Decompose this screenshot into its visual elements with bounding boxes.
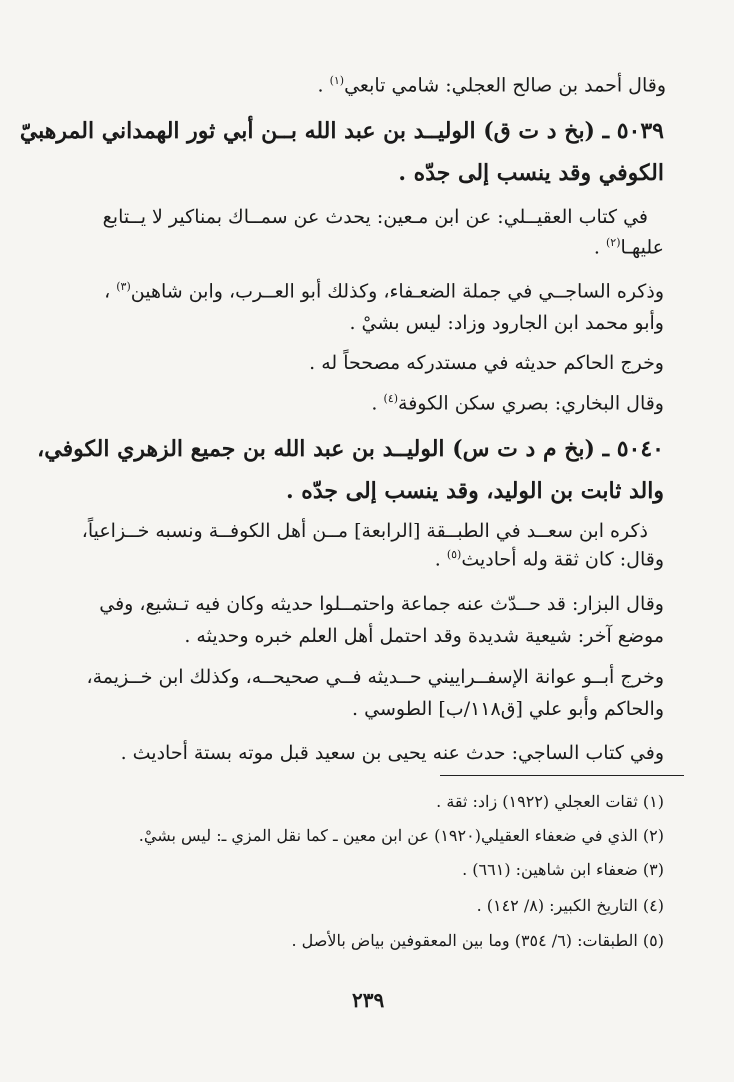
text-run: . [434, 548, 447, 571]
footnote: (٢) الذي في ضعفاء العقيلي(١٩٢٠) عن ابن معين ـ كما نقل المزي ـ: ليس بشيْ. [138, 826, 664, 845]
text-line [435, 548, 664, 570]
text-line: وفي كتاب الساجي: حدث عنه يحيى بن سعيد قبل موته بستة أحاديث . [120, 742, 664, 764]
footnote-divider [440, 775, 684, 776]
text-line: وقال البزار: قد حــدّث عنه جماعة واحتمــلوا حديثه وكان فيه تـشيع، وفي [99, 593, 664, 615]
entry-heading: ٥٠٤٠ ـ (بخ م د ت س) الوليــد بن عبد الله بن جميع الزهري الكوفي، [37, 436, 664, 462]
text-line: وخرج الحاكم حديثه في مستدركه مصححاً له . [309, 352, 664, 374]
text-run: . [317, 74, 330, 97]
text-line [317, 74, 666, 96]
text-line [594, 236, 664, 258]
footnote-marker: (٤) [383, 392, 399, 405]
text-line: وخرج أبــو عوانة الإسفــراييني حــديثه فــي صحيحــه، وكذلك ابن خــزيمة، [86, 666, 664, 688]
footnote: (٤) التاريخ الكبير: (٨/ ١٤٢) . [476, 896, 664, 915]
text-line: موضع آخر: شيعية شديدة وقد احتمل أهل العلم خبره وحديثه . [184, 625, 664, 647]
text-run: . [593, 236, 606, 259]
footnote-marker: (٢) [606, 236, 621, 249]
text-line: وأبو محمد ابن الجارود وزاد: ليس بشيْ . [349, 312, 664, 334]
footnote-marker: (٣) [116, 280, 131, 293]
text-run: وقال البخاري: بصري سكن الكوفة [398, 392, 664, 415]
entry-heading: ٥٠٣٩ ـ (بخ د ت ق) الوليــد بن عبد الله بــن أبي ثور الهمداني المرهبيّ [19, 118, 664, 144]
text-run: وذكره الساجــي في جملة الضعـفاء، وكذلك أبو العــرب، وابن شاهين [130, 280, 664, 303]
text-line [104, 280, 664, 302]
text-run: وقال: كان ثقة وله أحاديث [461, 548, 664, 571]
footnote-marker: (١) [329, 74, 345, 87]
entry-heading: والد ثابت بن الوليد، وقد ينسب إلى جدّه . [285, 478, 664, 504]
text-line: والحاكم وأبو علي [ق١١٨/ب] الطوسي . [352, 698, 664, 720]
footnote: (٥) الطبقات: (٦/ ٣٥٤) وما بين المعقوفين بياض بالأصل . [291, 931, 664, 950]
text-line [371, 392, 664, 414]
text-line: ذكره ابن سعــد في الطبــقة [الرابعة] مــن أهل الكوفــة ونسبه خــزاعياً، [81, 520, 648, 542]
text-run: عليهـا [620, 236, 664, 259]
footnote: (١) ثقات العجلي (١٩٢٢) زاد: ثقة . [436, 792, 664, 811]
text-run: وقال أحمد بن صالح العجلي: شامي تابعي [344, 74, 666, 97]
text-run: . [371, 392, 384, 415]
entry-heading: الكوفي وقد ينسب إلى جدّه . [398, 160, 664, 186]
footnote: (٣) ضعفاء ابن شاهين: (٦٦١) . [462, 860, 664, 879]
page-number: ٢٣٩ [352, 988, 385, 1012]
text-run: ، [104, 280, 117, 303]
footnote-marker: (٥) [446, 548, 462, 561]
text-line: في كتاب العقيــلي: عن ابن مـعين: يحدث عن سمــاك بمناكير لا يــتابع [102, 206, 648, 228]
